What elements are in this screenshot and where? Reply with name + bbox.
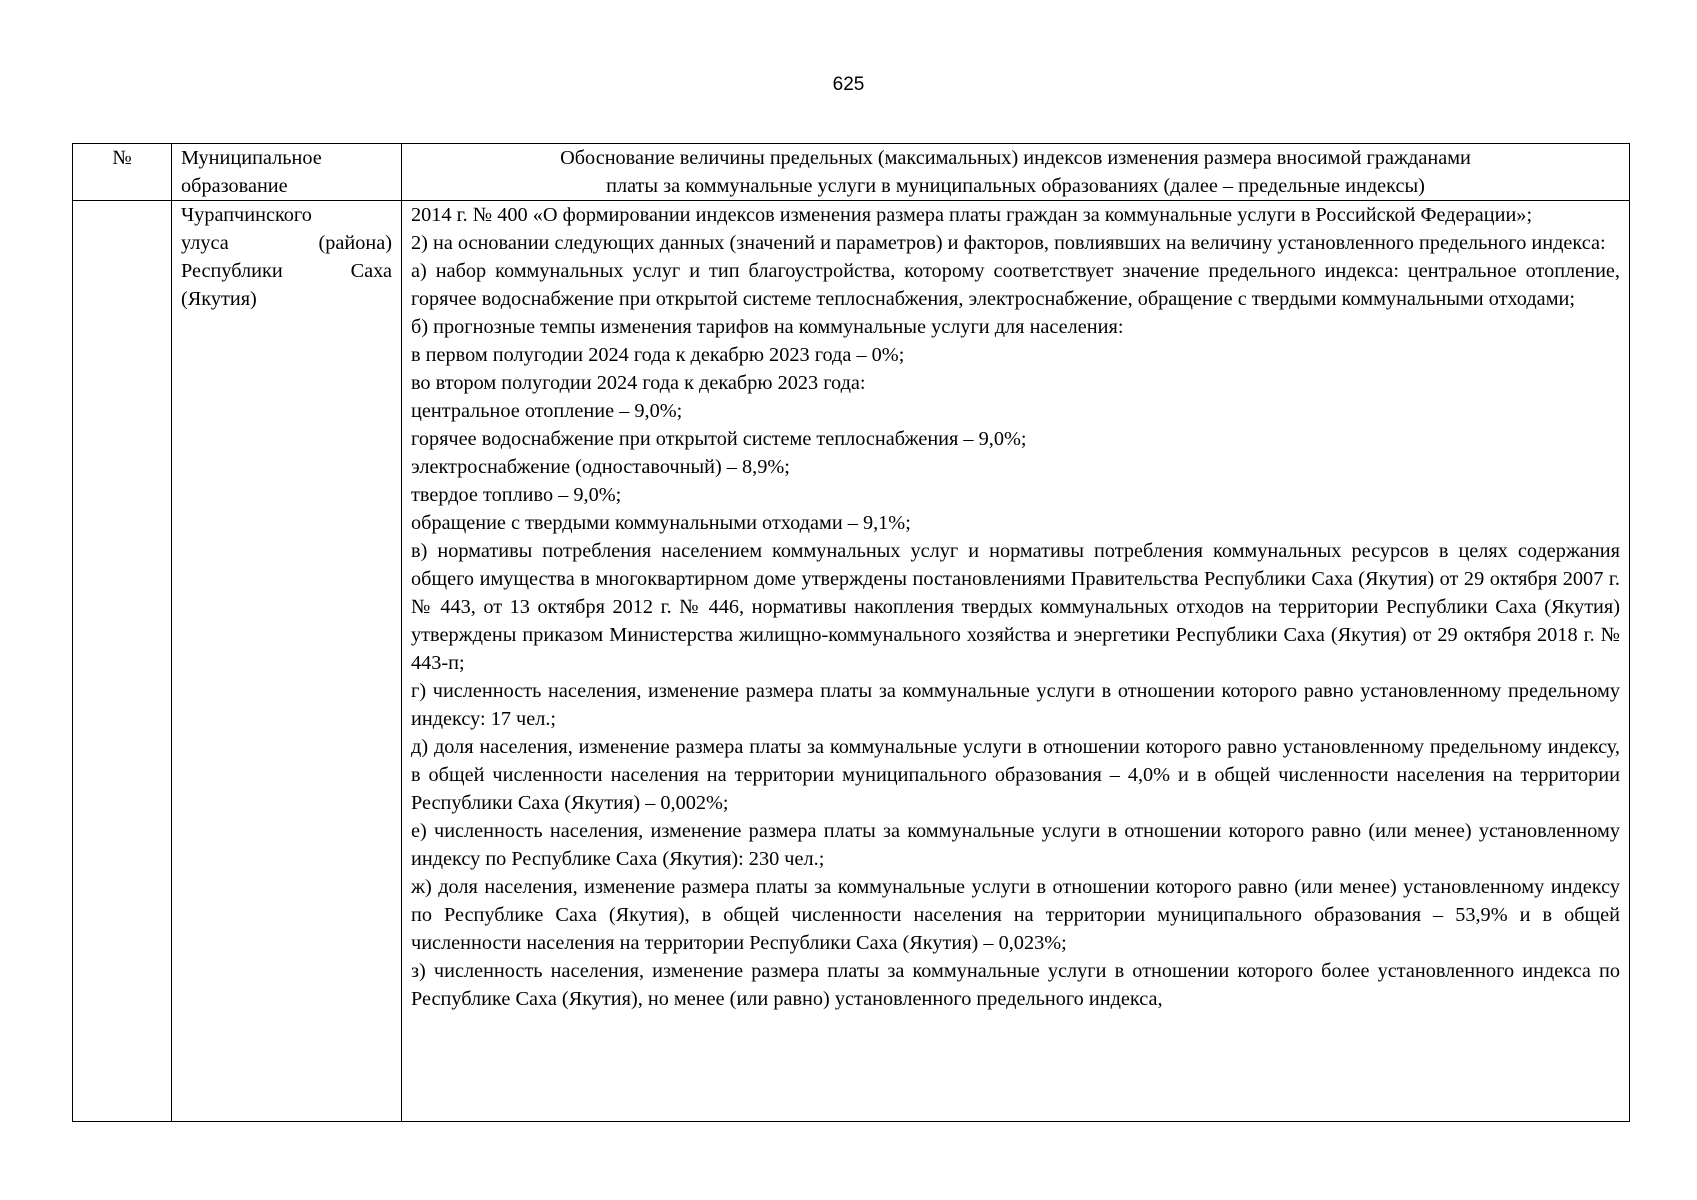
header-municipality xyxy=(172,144,402,201)
paragraph: в) нормативы потребления населением коммунальных услуг и нормативы потребления коммунальных ресурсов в целях содержания общего имущества в многоквартирном доме утверждены постановлениями Правительства Республики Саха (Якутия) от 29 октября 2007 г. № 443, от 13 октября 2012 г. № 446, нормативы накопления твердых коммунальных отходов на территории Республики Саха (Якутия) утверждены приказом Министерства жилищно-коммунального хозяйства и энергетики Республики Саха (Якутия) от 29 октября 2018 г. № 443-п; xyxy=(411,540,1620,674)
table-header-row xyxy=(73,144,1630,201)
header-justification xyxy=(402,144,1630,201)
paragraph: центральное отопление – 9,0%; xyxy=(411,400,683,422)
municipality-line: Республики Саха xyxy=(181,260,392,282)
paragraph: 2014 г. № 400 «О формировании индексов изменения размера платы граждан за коммунальные услуги в Российской Федерации»; xyxy=(411,204,1533,226)
paragraph: ж) доля населения, изменение размера платы за коммунальные услуги в отношении которого равно (или менее) установленному индексу по Республике Саха (Якутия), в общей численности населения на территории муниципального образования – 53,9% и в общей численности населения на территории Республики Саха (Якутия) – 0,023%; xyxy=(411,876,1620,954)
header-municipality-line2: образование xyxy=(181,175,288,197)
paragraph: обращение с твердыми коммунальными отходами – 9,1%; xyxy=(411,512,911,534)
header-number: № xyxy=(73,144,172,201)
paragraph: е) численность населения, изменение размера платы за коммунальные услуги в отношении которого равно (или менее) установленному индексу по Республике Саха (Якутия): 230 чел.; xyxy=(411,820,1620,870)
municipality-line: (Якутия) xyxy=(181,288,257,310)
header-justification-line1: Обоснование величины предельных (максимальных) индексов изменения размера вносимой гражданами xyxy=(560,147,1471,169)
paragraph: з) численность населения, изменение размера платы за коммунальные услуги в отношении которого более установленного индекса по Республике Саха (Якутия), но менее (или равно) установленного предельного индекса, xyxy=(411,960,1620,1010)
municipality-line: Чурапчинского xyxy=(181,204,312,226)
paragraph: 2) на основании следующих данных (значений и параметров) и факторов, повлиявших на величину установленного предельного индекса: xyxy=(411,232,1606,254)
paragraph: электроснабжение (одноставочный) – 8,9%; xyxy=(411,456,790,478)
paragraph: а) набор коммунальных услуг и тип благоустройства, которому соответствует значение предельного индекса: центральное отопление, горячее водоснабжение при открытой системе теплоснабжения, электроснабжение, обращение с твердыми коммунальными отходами; xyxy=(411,260,1620,310)
municipality-line: улуса (района) xyxy=(181,232,392,254)
row-number-cell xyxy=(73,201,172,1122)
paragraph: горячее водоснабжение при открытой системе теплоснабжения – 9,0%; xyxy=(411,428,1027,450)
paragraph: г) численность населения, изменение размера платы за коммунальные услуги в отношении которого равно установленному предельному индексу: 17 чел.; xyxy=(411,680,1620,730)
table-row xyxy=(73,201,1630,1122)
indices-table xyxy=(72,143,1630,1122)
municipality-cell xyxy=(172,201,402,1122)
paragraph: в первом полугодии 2024 года к декабрю 2023 года – 0%; xyxy=(411,344,905,366)
paragraph: д) доля населения, изменение размера платы за коммунальные услуги в отношении которого равно установленному предельному индексу, в общей численности населения на территории муниципального образования – 4,0% и в общей численности населения на территории Республики Саха (Якутия) – 0,002%; xyxy=(411,736,1620,814)
paragraph: твердое топливо – 9,0%; xyxy=(411,484,622,506)
header-municipality-line1: Муниципальное xyxy=(181,147,322,169)
justification-cell xyxy=(402,201,1630,1122)
paragraph: б) прогнозные темпы изменения тарифов на коммунальные услуги для населения: xyxy=(411,316,1124,338)
paragraph: во втором полугодии 2024 года к декабрю 2023 года: xyxy=(411,372,866,394)
page-number: 625 xyxy=(832,74,865,95)
header-justification-line2: платы за коммунальные услуги в муниципальных образованиях (далее – предельные индексы) xyxy=(606,175,1425,197)
